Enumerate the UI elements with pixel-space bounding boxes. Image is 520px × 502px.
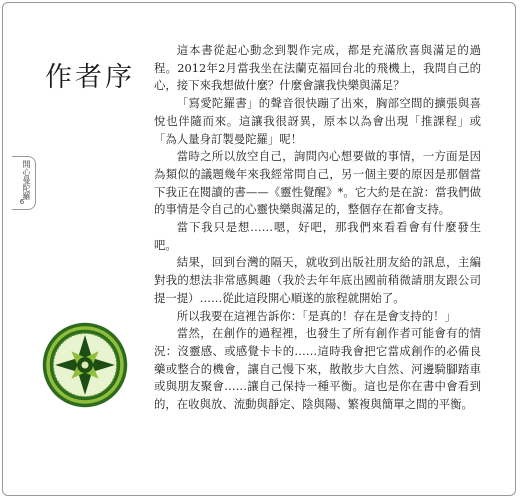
paragraph: 這本書從起心動念到製作完成，都是充滿欣喜與滿足的過程。2012年2月當我坐在法蘭克福回台北的飛機上，我問自己的心，接下來我想做什麼？什麼會讓我快樂與滿足？ <box>154 43 481 93</box>
paragraph: 結果，回到台灣的隔天，就收到出版社朋友給的訊息，主編對我的想法非常感興趣（我於去年年底出國前稍微請朋友跟公司提一提）……從此這段開心順遂的旅程就開始了。 <box>154 255 481 305</box>
preface-body <box>154 42 481 414</box>
paragraph: 當時之所以放空自己，詢問內心想要做的事情，一方面是因為類似的議題幾年來我經常問自己，另一個主要的原因是那個當下我正在閱讀的書——《靈性覺醒》*。它大約是在說：當我們做的事情是令自己的心靈快樂與滿足的，整個存在都會支持。 <box>154 149 481 217</box>
side-tab <box>12 156 36 210</box>
book-page <box>2 2 516 496</box>
paragraph: 當然，在創作的過程裡，也發生了所有創作者可能會有的情況：沒靈感、或感覺卡卡的……這時我會把它當成創作的必備良藥或整合的機會，讓自己慢下來，散散步大自然、河邊騎腳踏車或與朋友聚會……讓自己保持一種平衡。這也是你在書中會看到的，在收與放、流動與靜定、陰與陽、繁複與簡單之間的平衡。 <box>154 326 481 412</box>
paragraph: 當下我只是想……嗯，好吧，那我們來看看會有什麼發生吧。 <box>154 220 481 252</box>
page-number: 6 <box>19 198 25 206</box>
page-title: 作者序 <box>45 62 135 93</box>
side-tab-label: 開心曼陀羅 <box>22 160 31 200</box>
mandala-icon <box>41 321 129 409</box>
paragraph: 「寫愛陀羅書」的聲音很快蹦了出來，胸部空間的擴張與喜悅也伴隨而來。這讓我很訝異，原本以為會出現「推課程」或「為人量身訂製曼陀羅」呢！ <box>154 96 481 146</box>
paragraph: 所以我要在這裡告訴你：「是真的！存在是會支持的！」 <box>176 308 456 323</box>
